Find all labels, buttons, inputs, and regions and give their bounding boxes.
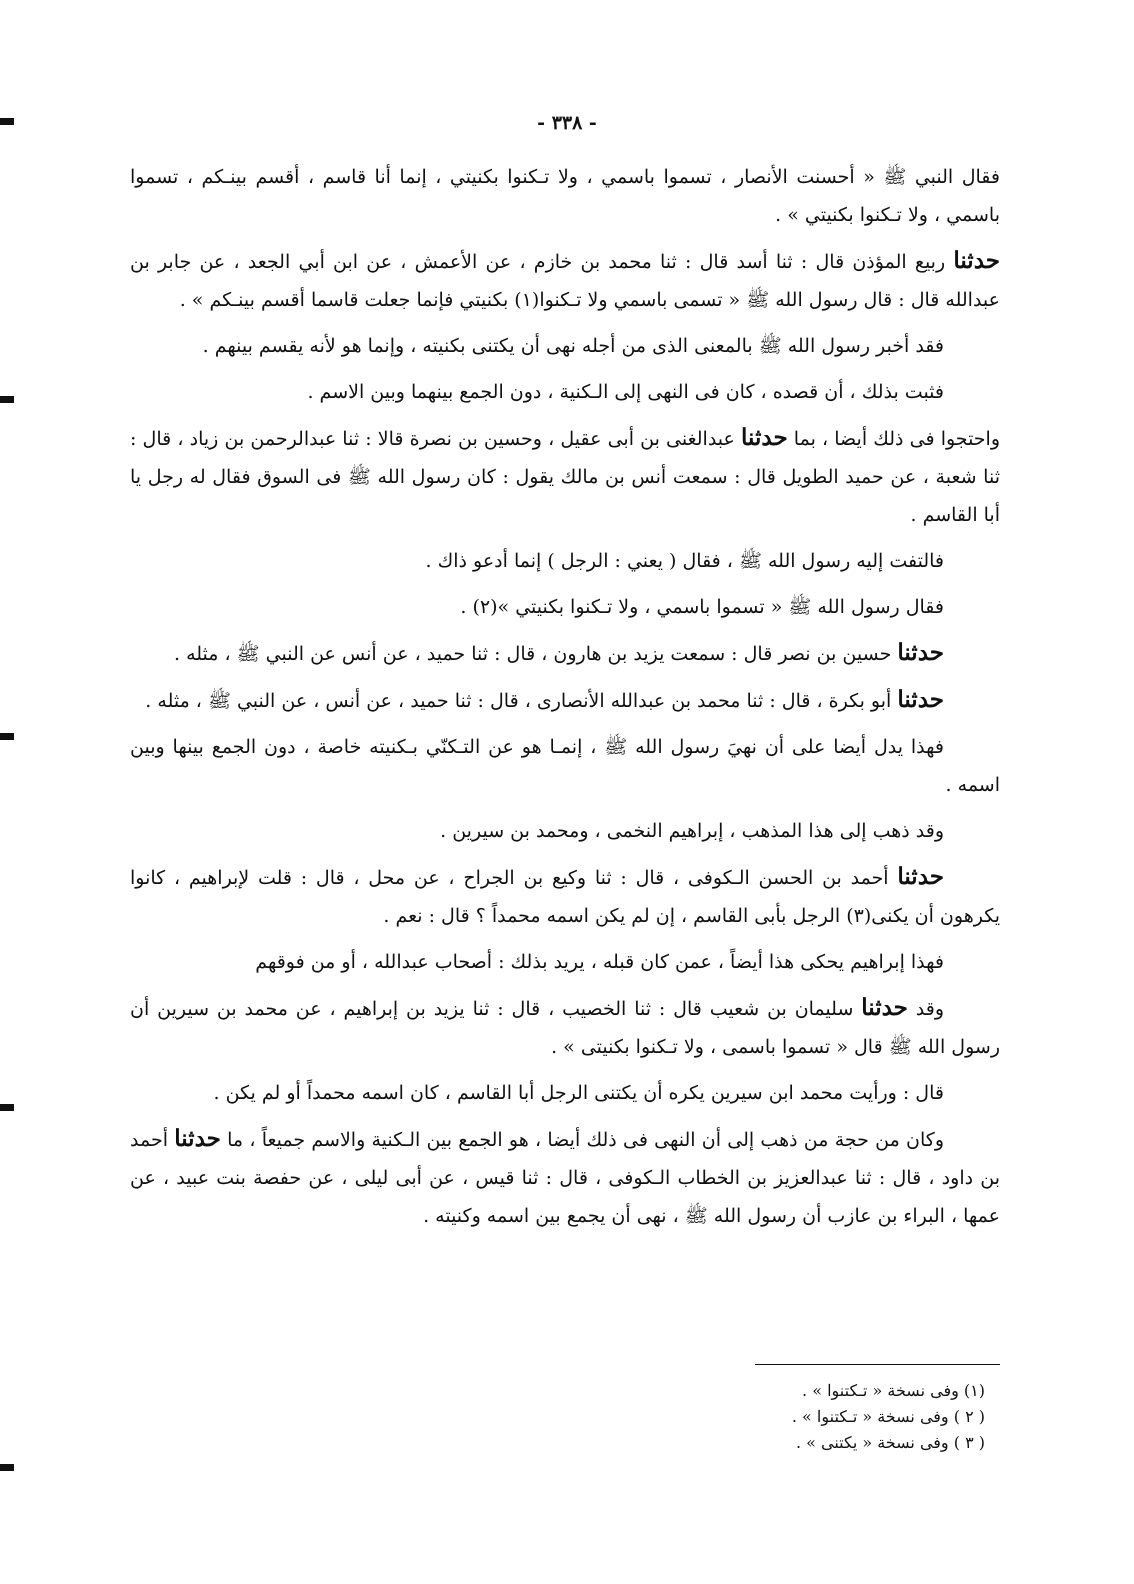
footnote-divider <box>755 1364 1000 1365</box>
paragraph-text: فالتفت إليه رسول الله ﷺ ، فقال ( يعني : الرجل ) إنما أدعو ذاك . <box>425 550 944 572</box>
paragraph-text: فهذا إبراهيم يحكى هذا أيضاً ، عمن كان قبله ، يريد بذلك : أصحاب عبدالله ، أو من فوقهم <box>255 951 944 973</box>
paragraph <box>130 728 1000 804</box>
paragraph-text: قال : ورأيت محمد ابن سيرين يكره أن يكتنى الرجل أبا القاسم ، كان اسمه محمداً أو لم يكن . <box>213 1082 944 1104</box>
hadith-heading-word: حدثنا <box>897 686 944 713</box>
paragraph <box>130 242 1000 319</box>
hadith-heading-word: حدثنا <box>174 1125 221 1152</box>
paragraph-text: أحمد بن داود ، قال : ثنا عبدالعزيز بن الخطاب الـكوفى ، قال : ثنا قيس ، عن أبى ليلى ، عن حفصة بنت عبيد ، عن عمها ، البراء بن عازب أن رسول الله ﷺ ، نهى أن يجمع بين اسمه وكنيته . <box>130 1129 1000 1227</box>
body-text <box>130 158 1000 1243</box>
paragraph <box>130 542 1000 580</box>
paragraph-text: فثبت بذلك ، أن قصده ، كان فى النهى إلى الـكنية ، دون الجمع بينهما وبين الاسم . <box>307 381 944 403</box>
paragraph <box>130 943 1000 981</box>
paragraph-text: أبو بكرة ، قال : ثنا محمد بن عبدالله الأنصارى ، قال : ثنا حميد ، عن أنس ، عن النبي ﷺ ، مثله . <box>145 690 898 712</box>
paragraph-text: فقال النبي ﷺ « أحسنت الأنصار ، تسموا باسمي ، ولا تـكنوا بكنيتي ، إنما أنا قاسم ، أقسم بينـكم ، تسموا باسمي ، ولا تـكنوا بكنيتي » . <box>130 166 1000 226</box>
scan-edge-mark <box>0 1104 14 1111</box>
paragraph-text: حسين بن نصر قال : سمعت يزيد بن هارون ، قال : ثنا حميد ، عن أنس عن النبي ﷺ ، مثله . <box>173 643 898 665</box>
hadith-heading-word: حدثنا <box>953 247 1000 274</box>
hadith-heading-word: حدثنا <box>897 863 944 890</box>
paragraph <box>130 327 1000 365</box>
scan-edge-mark <box>0 396 14 403</box>
paragraph <box>130 158 1000 234</box>
footnotes <box>600 1378 985 1456</box>
paragraph-text: وكان من حجة من ذهب إلى أن النهى فى ذلك أيضا ، هو الجمع بين الـكنية والاسم جميعاً ، ما <box>220 1129 944 1151</box>
paragraph-text: ربيع المؤذن قال : ثنا أسد قال : ثنا محمد بن خازم ، عن الأعمش ، عن ابن أبي الجعد ، عن جابر بن عبدالله قال : قال رسول الله ﷺ « تسمى باسمي ولا تـكنوا(١) بكنيتي فإنما جعلت قاسما أقسم بينـكم » . <box>130 251 1000 311</box>
paragraph <box>130 634 1000 673</box>
scan-edge-mark <box>0 1464 14 1471</box>
paragraph <box>130 1120 1000 1235</box>
paragraph-text: واحتجوا فى ذلك أيضا ، بما <box>787 428 1001 450</box>
hadith-heading-word: حدثنا <box>861 994 908 1021</box>
hadith-heading-word: حدثنا <box>897 639 944 666</box>
paragraph <box>130 989 1000 1066</box>
paragraph <box>130 373 1000 411</box>
paragraph <box>130 858 1000 935</box>
paragraph-text: عبدالغنى بن أبى عقيل ، وحسين بن نصرة قالا : ثنا عبدالرحمن بن زياد ، قال : ثنا شعبة ، عن حميد الطويل قال : سمعت أنس بن مالك يقول : كان رسول الله ﷺ فى السوق فقال له رجل يا أبا القاسم . <box>130 428 1000 526</box>
paragraph-text: فقد أخبر رسول الله ﷺ بالمعنى الذى من أجله نهى أن يكتنى بكنيته ، وإنما هو لأنه يقسم بينهم . <box>202 335 944 357</box>
paragraph-text: وقد <box>907 998 944 1020</box>
footnote: ( ٣ ) وفى نسخة « يكتنى » . <box>795 1433 985 1452</box>
paragraph <box>130 419 1000 534</box>
paragraph-text: فقال رسول الله ﷺ « تسموا باسمي ، ولا تـكنوا بكنيتي »(٢) . <box>460 596 944 618</box>
paragraph <box>130 681 1000 720</box>
paragraph <box>130 1074 1000 1112</box>
hadith-heading-word: حدثنا <box>741 424 788 451</box>
paragraph-text: سليمان بن شعيب قال : ثنا الخصيب ، قال : ثنا يزيد بن إبراهيم ، عن محمد بن سيرين أن رسول الله ﷺ قال « تسموا باسمى ، ولا تـكنوا بكنيتى » . <box>130 998 1000 1058</box>
page-number: - ٣٣٨ - <box>537 112 597 134</box>
scan-edge-mark <box>0 733 14 740</box>
paragraph-text: وقد ذهب إلى هذا المذهب ، إبراهيم النخمى ، ومحمد بن سيرين . <box>440 820 944 842</box>
paragraph-text: أحمد بن الحسن الـكوفى ، قال : ثنا وكيع بن الجراح ، عن محل ، قال : قلت لإبراهيم ، كانوا يكرهون أن يكنى(٣) الرجل بأبى القاسم ، إن لم يكن اسمه محمداً ؟ قال : نعم . <box>130 867 1000 927</box>
paragraph-text: فهذا يدل أيضا على أن نهيَ رسول الله ﷺ ، إنمـا هو عن التـكنّي بـكنيته خاصة ، دون الجمع بينها وبين اسمه . <box>130 736 1000 796</box>
footnote: ( ٢ ) وفى نسخة « تـكتنوا » . <box>791 1407 985 1426</box>
paragraph <box>130 588 1000 626</box>
footnote: (١) وفى نسخة « تـكتنوا » . <box>802 1381 985 1400</box>
paragraph <box>130 812 1000 850</box>
